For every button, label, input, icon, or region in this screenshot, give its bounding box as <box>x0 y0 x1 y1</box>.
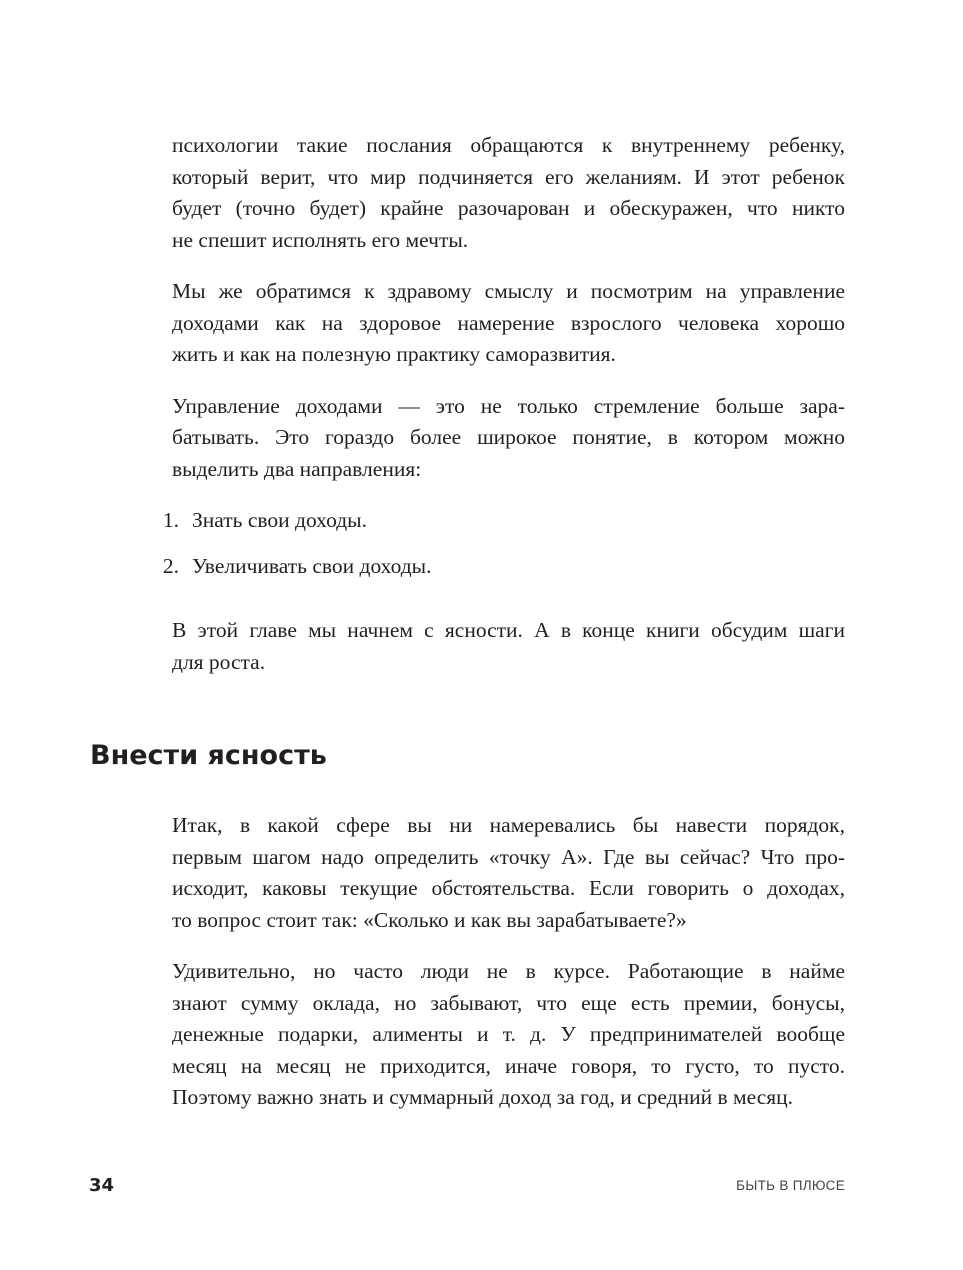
list-text: Увеличивать свои доходы. <box>192 554 432 578</box>
text-line: Итак, в какой сфере вы ни намеревались бы навести порядок, <box>172 813 845 837</box>
text-line: батывать. Это гораздо более широкое понятие, в котором можно <box>172 425 845 449</box>
paragraph <box>172 130 845 256</box>
page-number: 34 <box>89 1175 115 1196</box>
list-text: Знать свои доходы. <box>192 508 367 532</box>
text-line: для роста. <box>172 649 266 674</box>
list-number: 1. <box>162 508 179 532</box>
text-line: Управление доходами — это не только стремление больше зара- <box>172 393 845 418</box>
text-line: то вопрос стоит так: «Сколько и как вы зарабатываете?» <box>172 907 687 932</box>
text-line: будет (точно будет) крайне разочарован и обескуражен, что никто <box>172 196 845 220</box>
text-line: знают сумму оклада, но забывают, что еще есть премии, бонусы, <box>172 990 845 1015</box>
text-line: исходит, каковы текущие обстоятельства. Если говорить о доходах, <box>172 876 845 900</box>
text-line: месяц на месяц не приходится, иначе говоря, то густо, то пусто. <box>172 1053 845 1078</box>
text-line: Удивительно, но часто люди не в курсе. Работающие в найме <box>172 959 845 983</box>
body-text-top <box>162 130 845 698</box>
list-item <box>162 505 845 551</box>
text-line: Поэтому важно знать и суммарный доход за год, и средний в месяц. <box>172 1085 794 1109</box>
text-line: первым шагом надо определить «точку А». Где вы сейчас? Что про- <box>172 844 845 869</box>
text-line: не спешит исполнять его мечты. <box>172 227 469 252</box>
paragraph <box>172 276 845 371</box>
text-line: В этой главе мы начнем с ясности. А в конце книги обсудим шаги <box>172 618 845 642</box>
paragraph <box>172 615 845 678</box>
section-heading: Внести ясность <box>90 740 327 771</box>
running-title: БЫТЬ В ПЛЮСЕ <box>736 1178 845 1193</box>
text-line: доходами как на здоровое намерение взрослого человека хорошо <box>172 310 845 335</box>
text-line: Мы же обратимся к здравому смыслу и посмотрим на управление <box>172 279 845 303</box>
text-line: который верит, что мир подчиняется его желаниям. И этот ребенок <box>172 164 845 189</box>
list-number: 2. <box>162 554 179 578</box>
text-line: психологии такие послания обращаются к внутреннему ребенку, <box>172 133 845 157</box>
text-line: денежные подарки, алименты и т. д. У предпринимателей вообще <box>172 1022 845 1046</box>
body-text-bottom <box>172 810 845 1134</box>
text-line: выделить два направления: <box>172 456 422 481</box>
paragraph <box>172 391 845 486</box>
paragraph <box>172 956 845 1114</box>
text-line: жить и как на полезную практику саморазвития. <box>172 342 616 366</box>
list-item <box>162 551 845 597</box>
paragraph <box>172 810 845 936</box>
